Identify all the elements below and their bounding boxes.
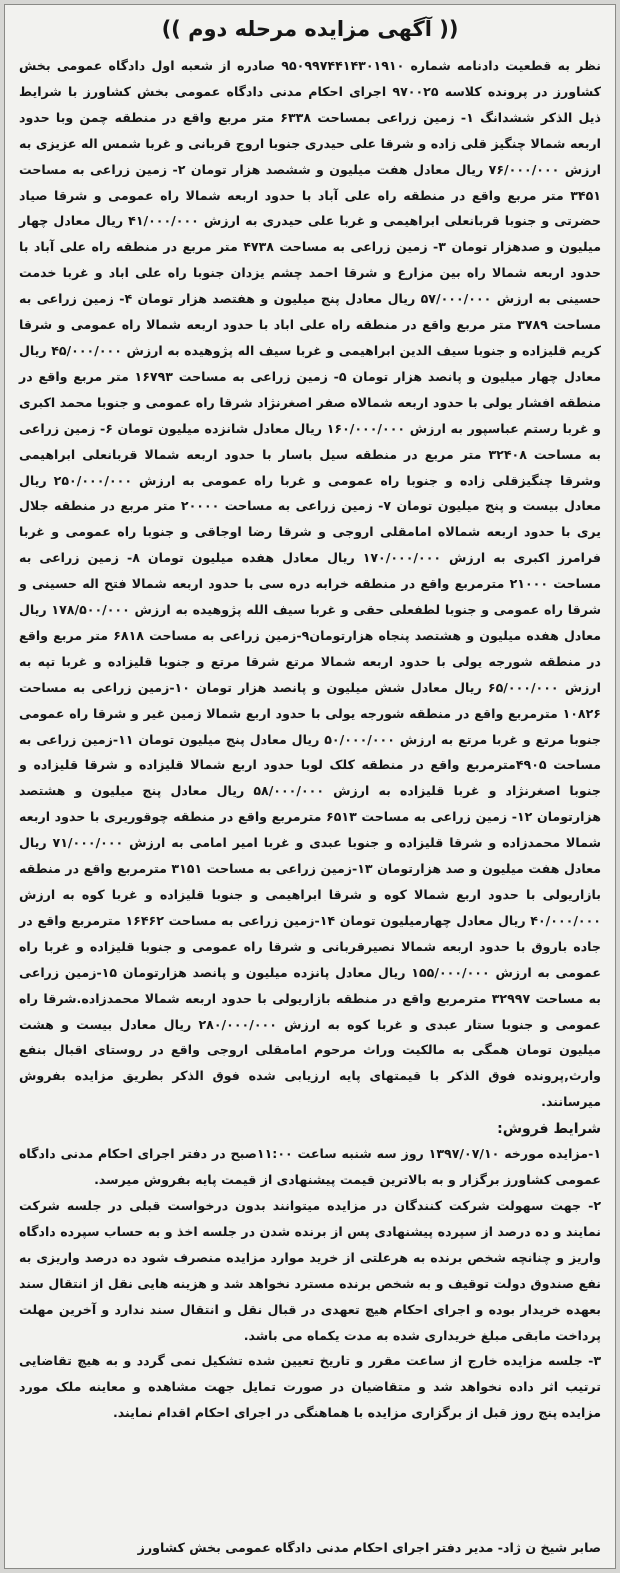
- notice-title: (( آگهی مزایده مرحله دوم )): [161, 17, 459, 41]
- condition-3: ۳- جلسه مزایده خارج از ساعت مقرر و تاریخ تعیین شده تشکیل نمی گردد و به هیچ تقاضایی ترتیب اثر داده نخواهد شد و متقاضیان در صورت تمایل جهت مشاهده و معاینه ملک مورد مزایده پنج روز قبل از برگزاری مزایده با هماهنگی در اجرای احکام اقدام نمایند.: [19, 1353, 601, 1421]
- signature-line: صابر شیخ ن ژاد- مدیر دفتر اجرای احکام مدنی دادگاه عمومی بخش کشاورز: [137, 1540, 601, 1555]
- notice-body: نظر به قطعیت دادنامه شماره ۹۵۰۹۹۷۴۴۱۴۳۰۱۹۱۰ صادره از شعبه اول دادگاه عمومی بخش کشاورز در پرونده کلاسه ۹۷۰۰۲۵ اجرای احکام مدنی دادگاه عمومی بخش کشاورز با شرایط ذیل الذکر ششدانگ ۱- زمین زراعی بمساحت ۶۳۳۸ متر مربع واقع در منطقه چمن وبا حدود اربعه شمالا چنگیز قلی زاده و شرقا علی حیدری جنوبا اروج قربانی و غربا شمس اله عزیزی به ارزش ۷۶/۰۰۰/۰۰۰ ریال معادل هفت میلیون و ششصد هزار تومان ۲- زمین زراعی به مساحت ۳۴۵۱ متر مربع واقع در منطقه راه علی آباد با حدود اربعه شمالا راه عمومی و شرقا صیاد حضرتی و جنوبا قربانعلی ابراهیمی و غربا علی حیدری به ارزش ۴۱/۰۰۰/۰۰۰ ریال معادل چهار میلیون و صدهزار تومان ۳- زمین زراعی به مساحت ۴۷۳۸ متر مربع در منطقه راه علی آباد با حدود اربعه شمالا راه بین مزارع و شرقا احمد چشم یزدان جنوبا راه علی اباد و غربا خدمت حسینی به ارزش ۵۷/۰۰۰/۰۰۰ ریال معادل پنج میلیون و هفتصد هزار تومان ۴- زمین زراعی به مساحت ۳۷۸۹ متر مربع واقع در منطقه راه علی اباد با حدود اربعه شمالا راه عمومی و شرقا کریم قلیزاده و جنوبا سیف الدین ابراهیمی و غربا سیف اله پژوهیده به ارزش ۴۵/۰۰۰/۰۰۰ ریال معادل چهار میلیون و پانصد هزار تومان ۵- زمین زراعی به مساحت ۱۶۷۹۳ متر مربع واقع در منطقه افشار یولی با حدود اربعه شمالاه صفر اصغرنژاد شرقا راه عمومی و جنوبا محمد اکبری و غربا رستم عباسپور به ارزش ۱۶۰/۰۰۰/۰۰۰ ریال معادل شانزده میلیون تومان ۶- زمین زراعی به مساحت ۳۲۴۰۸ متر مربع در منطقه سیل باسار با حدود اربعه شمالا قربانعلی ابراهیمی وشرقا چنگیزقلی زاده و جنوبا راه عمومی و غربا راه عمومی به ارزش ۲۵۰/۰۰۰/۰۰۰ ریال معادل بیست و پنج میلیون تومان ۷- زمین زراعی به مساحت ۲۰۰۰۰ متر مربع در منطقه جلال یری با حدود اربعه شمالاه امامقلی اروجی و شرقا رضا اوجاقی و جنوبا راه عمومی و غربا فرامرز اکبری به ارزش ۱۷۰/۰۰۰/۰۰۰ ریال معادل هفده میلیون تومان ۸- زمین زراعی به مساحت ۲۱۰۰۰ مترمربع واقع در منطقه خرابه دره سی با حدود اربعه شمالا فتح اله حسینی و شرقا راه عمومی و جنوبا لطفعلی حقی و غربا سیف الله پژوهیده به ارزش ۱۷۸/۵۰۰/۰۰۰ ریال معادل هفده میلیون و هشتصد پنجاه هزارتومان۹-زمین زراعی به مساحت ۶۸۱۸ متر مربع واقع در منطقه شورجه یولی با حدود اربعه شمالا مرتع شرقا مرتع و جنوبا قلیزاده و غربا تپه به ارزش ۶۵/۰۰۰/۰۰۰ ریال معادل شش میلیون و پانصد هزار تومان ۱۰-زمین زراعی به مساحت ۱۰۸۲۶ مترمربع واقع در منطقه شورجه یولی با حدود اربع شمالا زمین غیر و شرقا راه عمومی جنوبا مرتع و غربا مرتع به ارزش ۵۰/۰۰۰/۰۰۰ ریال معادل پنج میلیون تومان ۱۱-زمین زراعی به مساحت ۴۹۰۵مترمربع واقع در منطقه کلک لوبا حدود اربع شمالا قلیزاده و شرقا قلیزاده و جنوبا اصغرنژاد و غربا قلیزاده به ارزش ۵۸/۰۰۰/۰۰۰ ریال معادل پنج میلیون و هشتصد هزارتومان ۱۲- زمین زراعی به مساحت ۶۵۱۳ مترمربع واقع در منطقه چوقوریری با حدود اربعه شمالا محمدزاده و شرقا قلیزاده و جنوبا عبدی و غربا امیر امامی به ارزش ۷۱/۰۰۰/۰۰۰ ریال معادل هفت میلیون و صد هزارتومان ۱۳-زمین زراعی به مساحت ۳۱۵۱ مترمربع واقع در منطقه بازاریولی با حدود اربع شمالا کوه و شرقا ابراهیمی و جنوبا قلیزاده و غربا کوه به ارزش ۴۰/۰۰۰/۰۰۰ ریال معادل چهارمیلیون تومان ۱۴-زمین زراعی به مساحت ۱۶۴۶۲ مترمربع واقع در جاده باروق با حدود اربعه شمالا نصیرقربانی و شرقا راه عمومی و جنوبا قلیزاده و غربا راه عمومی به ارزش ۱۵۵/۰۰۰/۰۰۰ ریال معادل پانزده میلیون و پانصد هزارتومان ۱۵-زمین زراعی به مساحت ۳۲۹۹۷ مترمربع واقع در منطقه بازاریولی با حدود اربعه شمالا محمدزاده.شرقا راه عمومی و جنوبا ستار عبدی و غربا کوه به ارزش ۲۸۰/۰۰۰/۰۰۰ ریال معادل بیست و هشت میلیون تومان همگی به مالکیت وراث مرحوم امامقلی اروجی واقع در روستای اقبال بنفع وارث,پرونده فوق الذکر با قیمتهای پایه ارزیابی شده فوق الذکر بطریق مزایده بفروش میرسانند.: [19, 58, 602, 1110]
- condition-2: ۲- جهت سهولت شرکت کنندگان در مزایده میتوانند بدون درخواست قبلی در جلسه شرکت نمایند و ده درصد از سپرده پیشنهادی پس از برنده شدن در جلسه اخذ و به حساب سپرده دادگاه واریز و چنانچه شخص برنده به هرعلتی از خرید موارد مزایده منصرف شود ده درصد واریزی به نفع صندوق دولت توقیف و به شخص برنده مسترد نخواهد شد و هزینه هایی نقل از انتقال سند بعهده خریدار بوده و اجرای احکام هیچ تعهدی در قبال نقل و انتقال سند ندارد و آخرین مهلت پرداخت مابقی مبلغ خریداری شده به مدت یکماه می باشد.: [19, 1197, 601, 1343]
- condition-1: ۱-مزایده مورخه ۱۳۹۷/۰۷/۱۰ روز سه شنبه ساعت ۱۱:۰۰صبح در دفتر اجرای احکام مدنی دادگاه عمومی کشاورز برگزار و به بالاترین قیمت پیشنهادی از قیمت پایه بفروش میرسد.: [19, 1146, 602, 1188]
- conditions-heading: شرایط فروش:: [497, 1121, 601, 1138]
- newspaper-notice: [4, 4, 616, 1569]
